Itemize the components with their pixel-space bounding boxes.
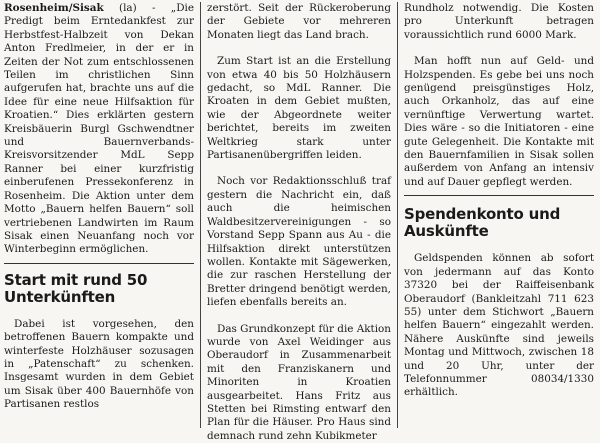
column-3 xyxy=(398,2,594,428)
subheading-start: Start mit rund 50 Unterkünften xyxy=(4,270,148,306)
paragraph: Dabei ist vorgesehen, den betroffenen Bauern kompakte und winterfeste Holzhäuser sozusagen in „Patenschaft“ zu schenken. Insgesamt wurden in dem Gebiet um Sisak über 400 Bauernhöfe von Partisanen restlos xyxy=(4,317,194,411)
paragraph: Rundholz notwendig. Die Kosten pro Unterkunft betragen voraussichtlich rund 6000 Mark. xyxy=(404,2,594,41)
paragraph: Man hofft nun auf Geld- und Holzspenden. Es gebe bei uns noch genügend preisgünstiges Holz, auch Orkanholz, das auf eine vernünftige Verwertung wartet. Dies wäre - so die Initiatoren - eine gute Gelegenheit. Die Kontakte mit den Bauernfamilien in Sisak sollen außerdem von Anfang an intensiv und auf Dauer gepflegt werden. xyxy=(404,55,594,188)
paragraph: zerstört. Seit der Rückeroberung der Gebiete vor mehreren Monaten liegt das Land brach. xyxy=(207,2,391,41)
paragraph: Noch vor Redaktionsschluß traf gestern die Nachricht ein, daß auch die heimischen Waldbesitzervereinigungen - so Vorstand Sepp Spann aus Au - die Hilfsaktion direkt unterstützen wollen. Kontakte mit Sägewerken, die zur raschen Herstellung der Bretter dringend benötigt werden, liefen ebenfalls bereits an. xyxy=(207,175,391,309)
column-2 xyxy=(201,2,397,442)
heading-rule xyxy=(4,263,194,264)
paragraph: Zum Start ist an die Erstellung von etwa 40 bis 50 Holzhäusern gedacht, so MdL Ranner. Die Kroaten in dem Gebiet mußten, wie der Abgeordnete weiter berichtet, bereits im zweiten Weltkrieg stark unter Partisanenübergriffen leiden. xyxy=(207,55,391,162)
lead-paragraph-text: (la) - „Die Predigt beim Erntedankfest zur Herbstfest-Halbzeit von Dekan Anton Fredlmeier, in der er in Zeiten der Not zum entschlossenen Teilen im christlichen Sinn aufgerufen hat, brachte uns auf die Idee für eine neue Hilfsaktion für Kroatien.“ Dies erklärten gestern Kreisbäuerin Burgl Gschwendtner und Bauernverbands-Kreisvorsitzender MdL Sepp Ranner bei einer kurzfristig einberufenen Pressekonferenz in Rosenheim. Die Aktion unter dem Motto „Bauern helfen Bauern“ soll vertriebenen Landwirten im Raum Sisak einen Neuanfang noch vor Winterbeginn ermöglichen. xyxy=(4,2,194,256)
column-1 xyxy=(4,2,200,428)
dateline: Rosenheim/Sisak xyxy=(4,2,104,14)
paragraph: Geldspenden können ab sofort von jedermann auf das Konto 37320 bei der Raiffeisenbank Oberaudorf (Bankleitzahl 711 623 55) unter dem Stichwort „Bauern helfen Bauern“ eingezahlt werden. Nähere Auskünfte sind jeweils Montag und Mittwoch, zwischen 18 und 20 Uhr, unter der Telefonnummer 08034/1330 erhältlich. xyxy=(404,252,594,399)
paragraph: Das Grundkonzept für die Aktion wurde von Axel Weidinger aus Oberaudorf in Zusammenarbeit mit den Franziskanern und Minoriten in Kroatien ausgearbeitet. Hans Fritz aus Stetten bei Rimsting entwarf den Plan für die Häuser. Pro Haus sind demnach rund zehn Kubikmeter xyxy=(207,322,391,442)
subheading-donations: Spendenkonto und Auskünfte xyxy=(404,205,561,241)
heading-rule xyxy=(404,195,594,196)
lead-paragraph xyxy=(4,2,194,257)
